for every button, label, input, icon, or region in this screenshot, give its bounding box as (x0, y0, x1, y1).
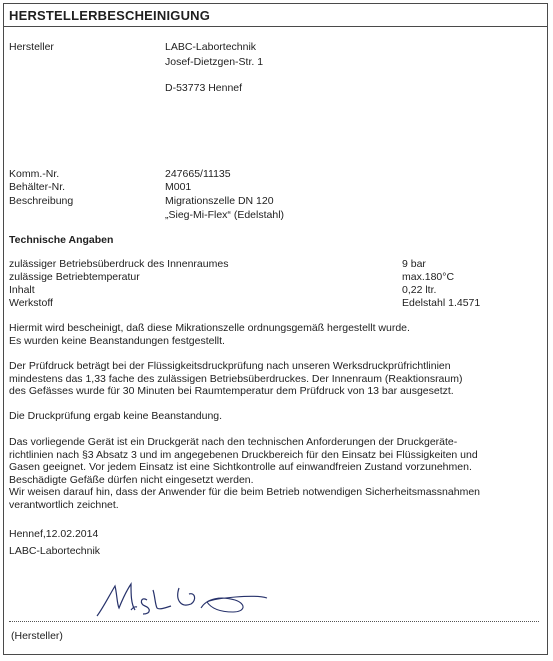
paragraph-line: mindestens das 1,33 fache des zulässigen Betriebsüberdruckes. Der Innenraum (Reaktionsraum) (9, 372, 463, 385)
tech-row-label: Werkstoff (9, 297, 53, 309)
manufacturer-name: LABC-Labortechnik (165, 41, 257, 53)
paragraph-line: Der Prüfdruck beträgt bei der Flüssigkeitsdruckprüfung nach unseren Werksdruckprüfrichtlinien (9, 360, 451, 372)
paragraph-line: des Gefässes wurde für 30 Minuten bei Raumtemperatur dem Prüfdruck von 13 bar ausgesetzt. (9, 385, 454, 398)
tech-row-label: zulässige Betriebtemperatur (9, 271, 140, 283)
behaelter-label: Behälter-Nr. (9, 181, 66, 193)
manufacturer-city: D-53773 Hennef (165, 82, 243, 94)
beschreibung-label: Beschreibung (9, 195, 74, 207)
footer-company: LABC-Labortechnik (9, 545, 101, 557)
behaelter-value: M001 (165, 181, 192, 193)
tech-heading: Technische Angaben (9, 234, 114, 246)
komm-value: 247665/11135 (165, 168, 231, 180)
handwritten-signature (95, 578, 270, 620)
paragraph-line: Gasen geeignet. Vor jedem Einsatz ist eine Sichtkontrolle auf einwandfreien Zustand vorzunehmen. (9, 461, 472, 474)
manufacturer-street: Josef-Dietzgen-Str. 1 (165, 56, 264, 68)
paragraph-line: Das vorliegende Gerät ist ein Druckgerät nach den technischen Anforderungen der Druckgeräte- (9, 436, 458, 448)
document-title: HERSTELLERBESCHEINIGUNG (9, 8, 211, 23)
place-date: Hennef,12.02.2014 (9, 528, 99, 540)
beschreibung-value-1: Migrationszelle DN 120 (165, 195, 274, 207)
beschreibung-value-2: „Sieg-Mi-Flex“ (Edelstahl) (165, 209, 285, 221)
tech-row-label: Inhalt (9, 284, 35, 296)
paragraph-line: Beschädigte Gefäße dürfen nicht eingesetzt werden. (9, 473, 254, 486)
title-bar (3, 3, 548, 27)
paragraph-pressure-test (9, 360, 539, 398)
paragraph-line: Hiermit wird bescheinigt, daß diese Mikrationszelle ordnungsgemäß hergestellt wurde. (9, 322, 410, 334)
signer-label: (Hersteller) (11, 630, 63, 642)
paragraph-line: Es wurden keine Beanstandungen festgestellt. (9, 334, 225, 347)
paragraph-line: Wir weisen darauf hin, dass der Anwender für die beim Betrieb notwendigen Sicherheitsmassnahmen (9, 486, 481, 499)
tech-row-value: 0,22 ltr. (402, 284, 437, 296)
tech-row-value: max.180°C (402, 271, 455, 283)
tech-row-value: 9 bar (402, 258, 426, 270)
komm-label: Komm.-Nr. (9, 168, 60, 180)
paragraph-line: verantwortlich zeichnet. (9, 498, 119, 511)
tech-row-value: Edelstahl 1.4571 (402, 297, 481, 309)
tech-row-label: zulässiger Betriebsüberdruck des Innenraumes (9, 258, 229, 270)
paragraph-confirmation (9, 322, 539, 347)
signature-line (9, 621, 539, 622)
paragraph-notice (9, 436, 539, 512)
paragraph-result (9, 410, 539, 423)
paragraph-line: richtlinien nach §3 Absatz 3 und im angegebenen Druckbereich für den Einsatz bei Flüssigkeiten und (9, 448, 478, 461)
manufacturer-label: Hersteller (9, 41, 54, 53)
paragraph-line: Die Druckprüfung ergab keine Beanstandung. (9, 410, 223, 422)
